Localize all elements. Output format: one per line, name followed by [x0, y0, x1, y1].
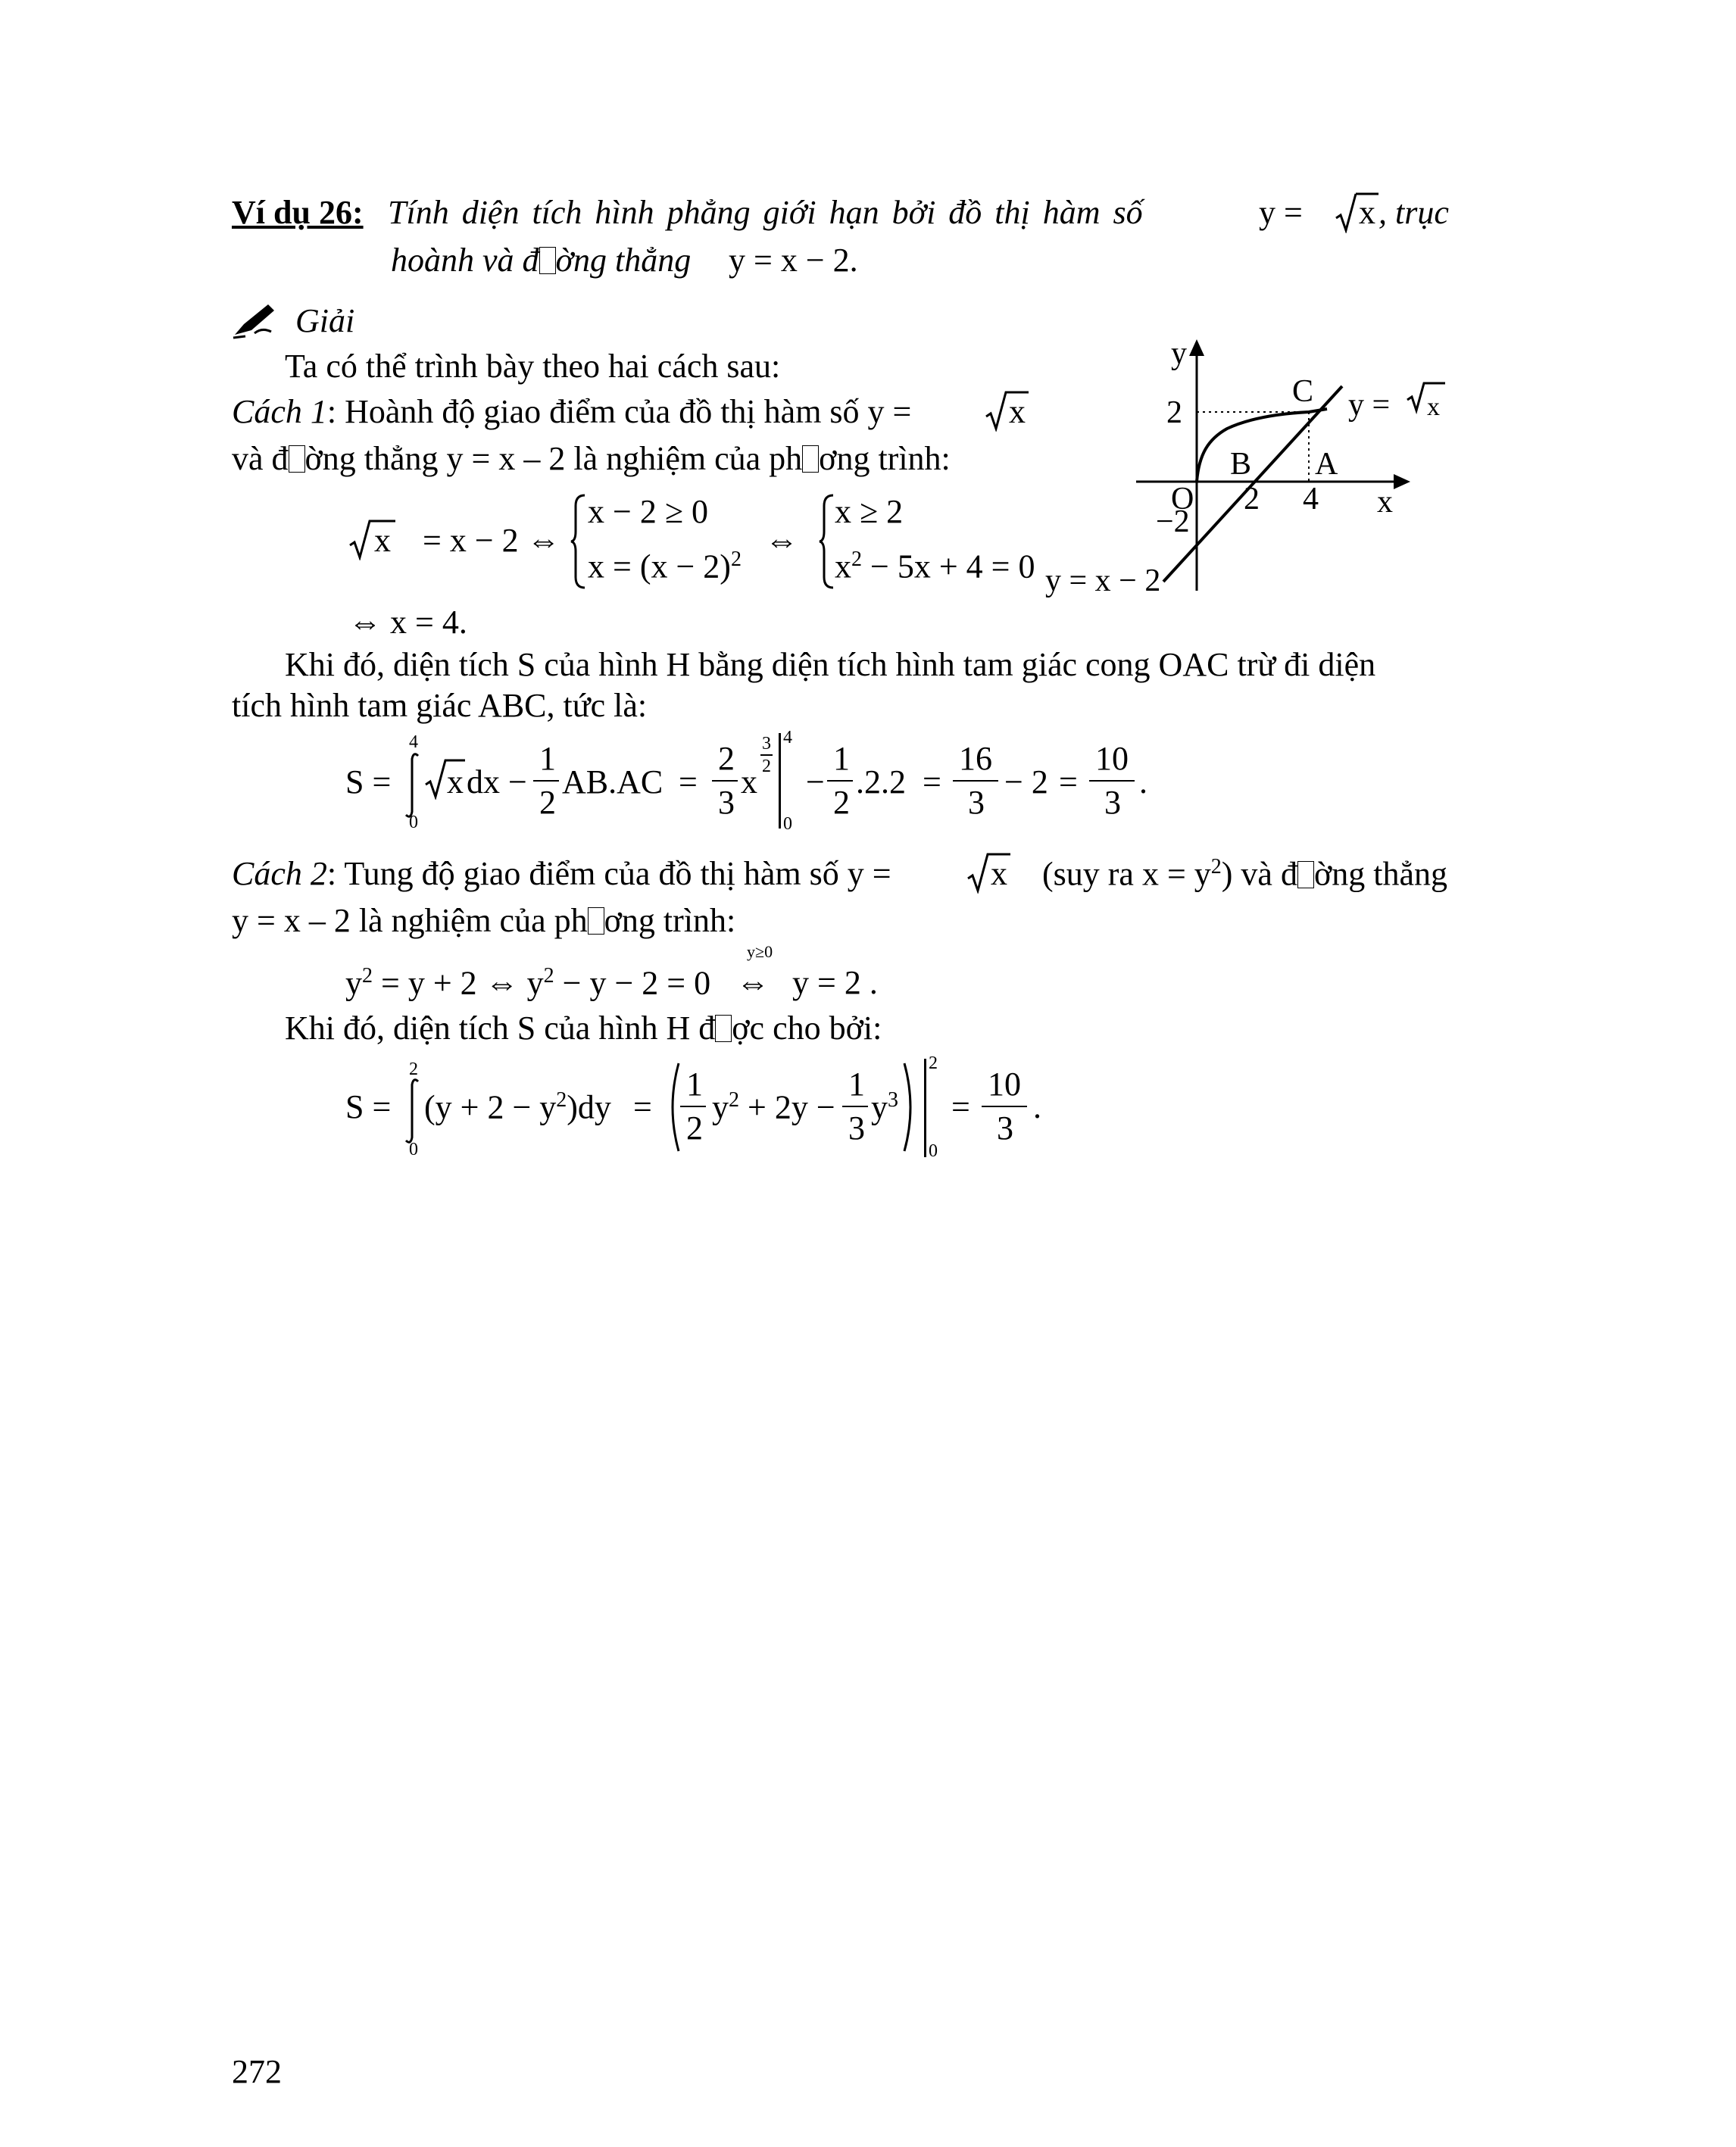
integral-icon [403, 1077, 421, 1145]
m1-para1: Khi đó, diện tích S của hình H bằng diện tích hình tam giác cong OAC trừ đi diện [285, 646, 1376, 683]
frac-bar [712, 780, 738, 782]
m2-h-num: 1 [686, 1066, 703, 1103]
frac-bar [842, 1106, 868, 1107]
m1-eq3: = [1059, 763, 1078, 800]
m1-end: . [1139, 763, 1147, 800]
m2-r-num: 10 [988, 1066, 1021, 1103]
m2-eq2: = [951, 1088, 970, 1125]
m1-int-upper: 4 [409, 732, 418, 752]
m1-r1-den: 3 [968, 784, 985, 821]
m1-eq1: = [679, 763, 698, 800]
m2-eval-lower: 0 [929, 1141, 938, 1161]
m1-half2-num: 1 [833, 740, 850, 777]
m1-exp-num: 3 [762, 734, 771, 754]
m1-eval-upper: 4 [783, 728, 792, 747]
m1-frac-num: 2 [718, 740, 735, 777]
example-prompt-x: x [1359, 194, 1375, 231]
m2-cond: y≥0 [747, 942, 773, 961]
m1-int-s: S = [345, 763, 392, 800]
m1-half2-den: 2 [833, 784, 850, 821]
method2-line2: y = x – 2 là nghiệm của ph ơng trình: [232, 902, 736, 939]
frac-bar [680, 1106, 706, 1107]
origin-label: O [1171, 482, 1194, 516]
page-number: 272 [232, 2053, 282, 2090]
frac-bar [827, 780, 853, 782]
frac-bar [1089, 780, 1135, 782]
line-label: y = x − 2 [1045, 563, 1161, 598]
m1-sys2-row1: x ≥ 2 [835, 493, 904, 530]
m1-abac: AB.AC [562, 763, 663, 800]
m2-para: Khi đó, diện tích S của hình H đ ợc cho bởi: [285, 1010, 882, 1047]
sqrt-overbar [1356, 192, 1378, 195]
system-brace [818, 492, 836, 591]
x-axis-arrow [1394, 474, 1410, 489]
m1-minus2: − 2 [1004, 763, 1048, 800]
method1-line1-x: x [1009, 393, 1026, 430]
m2-eval-upper: 2 [929, 1053, 938, 1073]
integral-icon [403, 751, 421, 819]
method1-line1: Cách 1: Hoành độ giao điểm của đồ thị hàm số y = [232, 393, 912, 430]
m2-int-upper: 2 [409, 1059, 418, 1079]
method1-line2: và đ ờng thẳng y = x – 2 là nghiệm của ph ơng trình: [232, 440, 951, 477]
eval-bar [924, 1059, 926, 1157]
method2-line1-b: (suy ra $x = y^2$) và đ ờng thẳng [1042, 855, 1447, 893]
tick-label-4-x: 4 [1303, 482, 1319, 516]
m1-int-x: x [447, 763, 464, 800]
point-A-label: A [1315, 447, 1338, 482]
m2-eq-d: y = 2 . [792, 964, 878, 1001]
eval-bar [779, 733, 781, 829]
m2-eq: $y^2 = y + 2$ ⇔ $y^2 - y - 2 = 0$ [345, 964, 711, 1002]
example-prompt-after: , trục [1378, 194, 1449, 231]
m1-times: .2.2 [856, 763, 906, 800]
m1-para2: tích hình tam giác ABC, tức là: [232, 687, 648, 724]
frac-bar [533, 780, 559, 782]
m2-t-num: 1 [848, 1066, 865, 1103]
m1-frac-den: 3 [718, 784, 735, 821]
point-B-label: B [1230, 447, 1252, 482]
right-paren [901, 1060, 920, 1154]
example-prompt-line2: hoành và đ ờng thẳng [391, 242, 692, 279]
example-label: Ví dụ 26: [232, 194, 364, 231]
m1-result: ⇔ x = 4. [348, 604, 467, 641]
m1-r2-den: 3 [1104, 784, 1121, 821]
m2-y3: $y^3$ [871, 1088, 898, 1126]
m1-equiv: ⇔ [765, 522, 798, 559]
m2-int-s: S = [345, 1088, 392, 1125]
curve-label-x: x [1427, 393, 1440, 421]
example-prompt-line2-c: y = x − 2. [729, 242, 858, 279]
frac-bar [982, 1106, 1027, 1107]
x-axis-label: x [1377, 485, 1393, 520]
m1-x-base: x [741, 763, 757, 800]
tick-label-2-y: 2 [1166, 395, 1182, 430]
tick-label-neg2: −2 [1156, 504, 1190, 539]
point-C-label: C [1292, 374, 1314, 409]
m1-half-num: 1 [539, 740, 556, 777]
m2-integrand: $(y + 2 - y^2)dy$ [424, 1088, 611, 1126]
m1-exp-den: 2 [762, 757, 771, 776]
left-paren [663, 1060, 682, 1154]
system-brace [570, 492, 588, 591]
sqrt-icon [1335, 191, 1357, 233]
m1-sys1-row1: x − 2 ≥ 0 [588, 493, 708, 530]
solution-heading: Giải [295, 302, 355, 339]
curve-label: y = [1348, 388, 1391, 423]
solution-intro: Ta có thể trình bày theo hai cách sau: [285, 348, 781, 385]
m1-int-lower: 0 [409, 813, 418, 832]
m1-eq2: = [923, 763, 941, 800]
m2-r-den: 3 [997, 1109, 1013, 1147]
m2-eq-arrow: ⇔ [736, 964, 770, 1001]
m1-sys2-row2: $x^2 - 5x + 4 = 0$ [835, 548, 1035, 585]
graph [1045, 333, 1469, 606]
m1-int-dx: dx − [467, 763, 527, 800]
m1-sys1-row2: $x = (x - 2)^2$ [588, 548, 742, 585]
m1-r1-num: 16 [959, 740, 992, 777]
pencil-icon [232, 301, 277, 349]
m2-h-den: 2 [686, 1109, 703, 1147]
frac-bar [953, 780, 998, 782]
tick-label-2-x: 2 [1244, 482, 1260, 516]
m2-eq1: = [633, 1088, 652, 1125]
method2-line1: Cách 2: Tung độ giao điểm của đồ thị hàm số y = [232, 855, 891, 892]
sqrt-curve [1197, 409, 1327, 482]
m2-y2: $y^2 + 2y$ − [712, 1088, 835, 1126]
example-prompt-line1: Tính diện tích hình phẳng giới hạn bởi đồ thị hàm số [388, 194, 1143, 231]
m1-eq-rhs: = x − 2 ⇔ [423, 522, 560, 559]
m2-end: . [1033, 1088, 1041, 1125]
m1-eval-lower: 0 [783, 814, 792, 834]
y-axis-arrow [1189, 339, 1204, 356]
m2-t-den: 3 [848, 1109, 865, 1147]
m1-r2-num: 10 [1095, 740, 1129, 777]
example-prompt-y-eq: y = [1259, 194, 1303, 231]
m1-eq-lhs-x: x [374, 522, 391, 559]
m1-minus: − [806, 763, 825, 800]
y-axis-label: y [1171, 336, 1187, 371]
method2-line1-x: x [991, 855, 1007, 892]
m1-half-den: 2 [539, 784, 556, 821]
m2-int-lower: 0 [409, 1140, 418, 1159]
